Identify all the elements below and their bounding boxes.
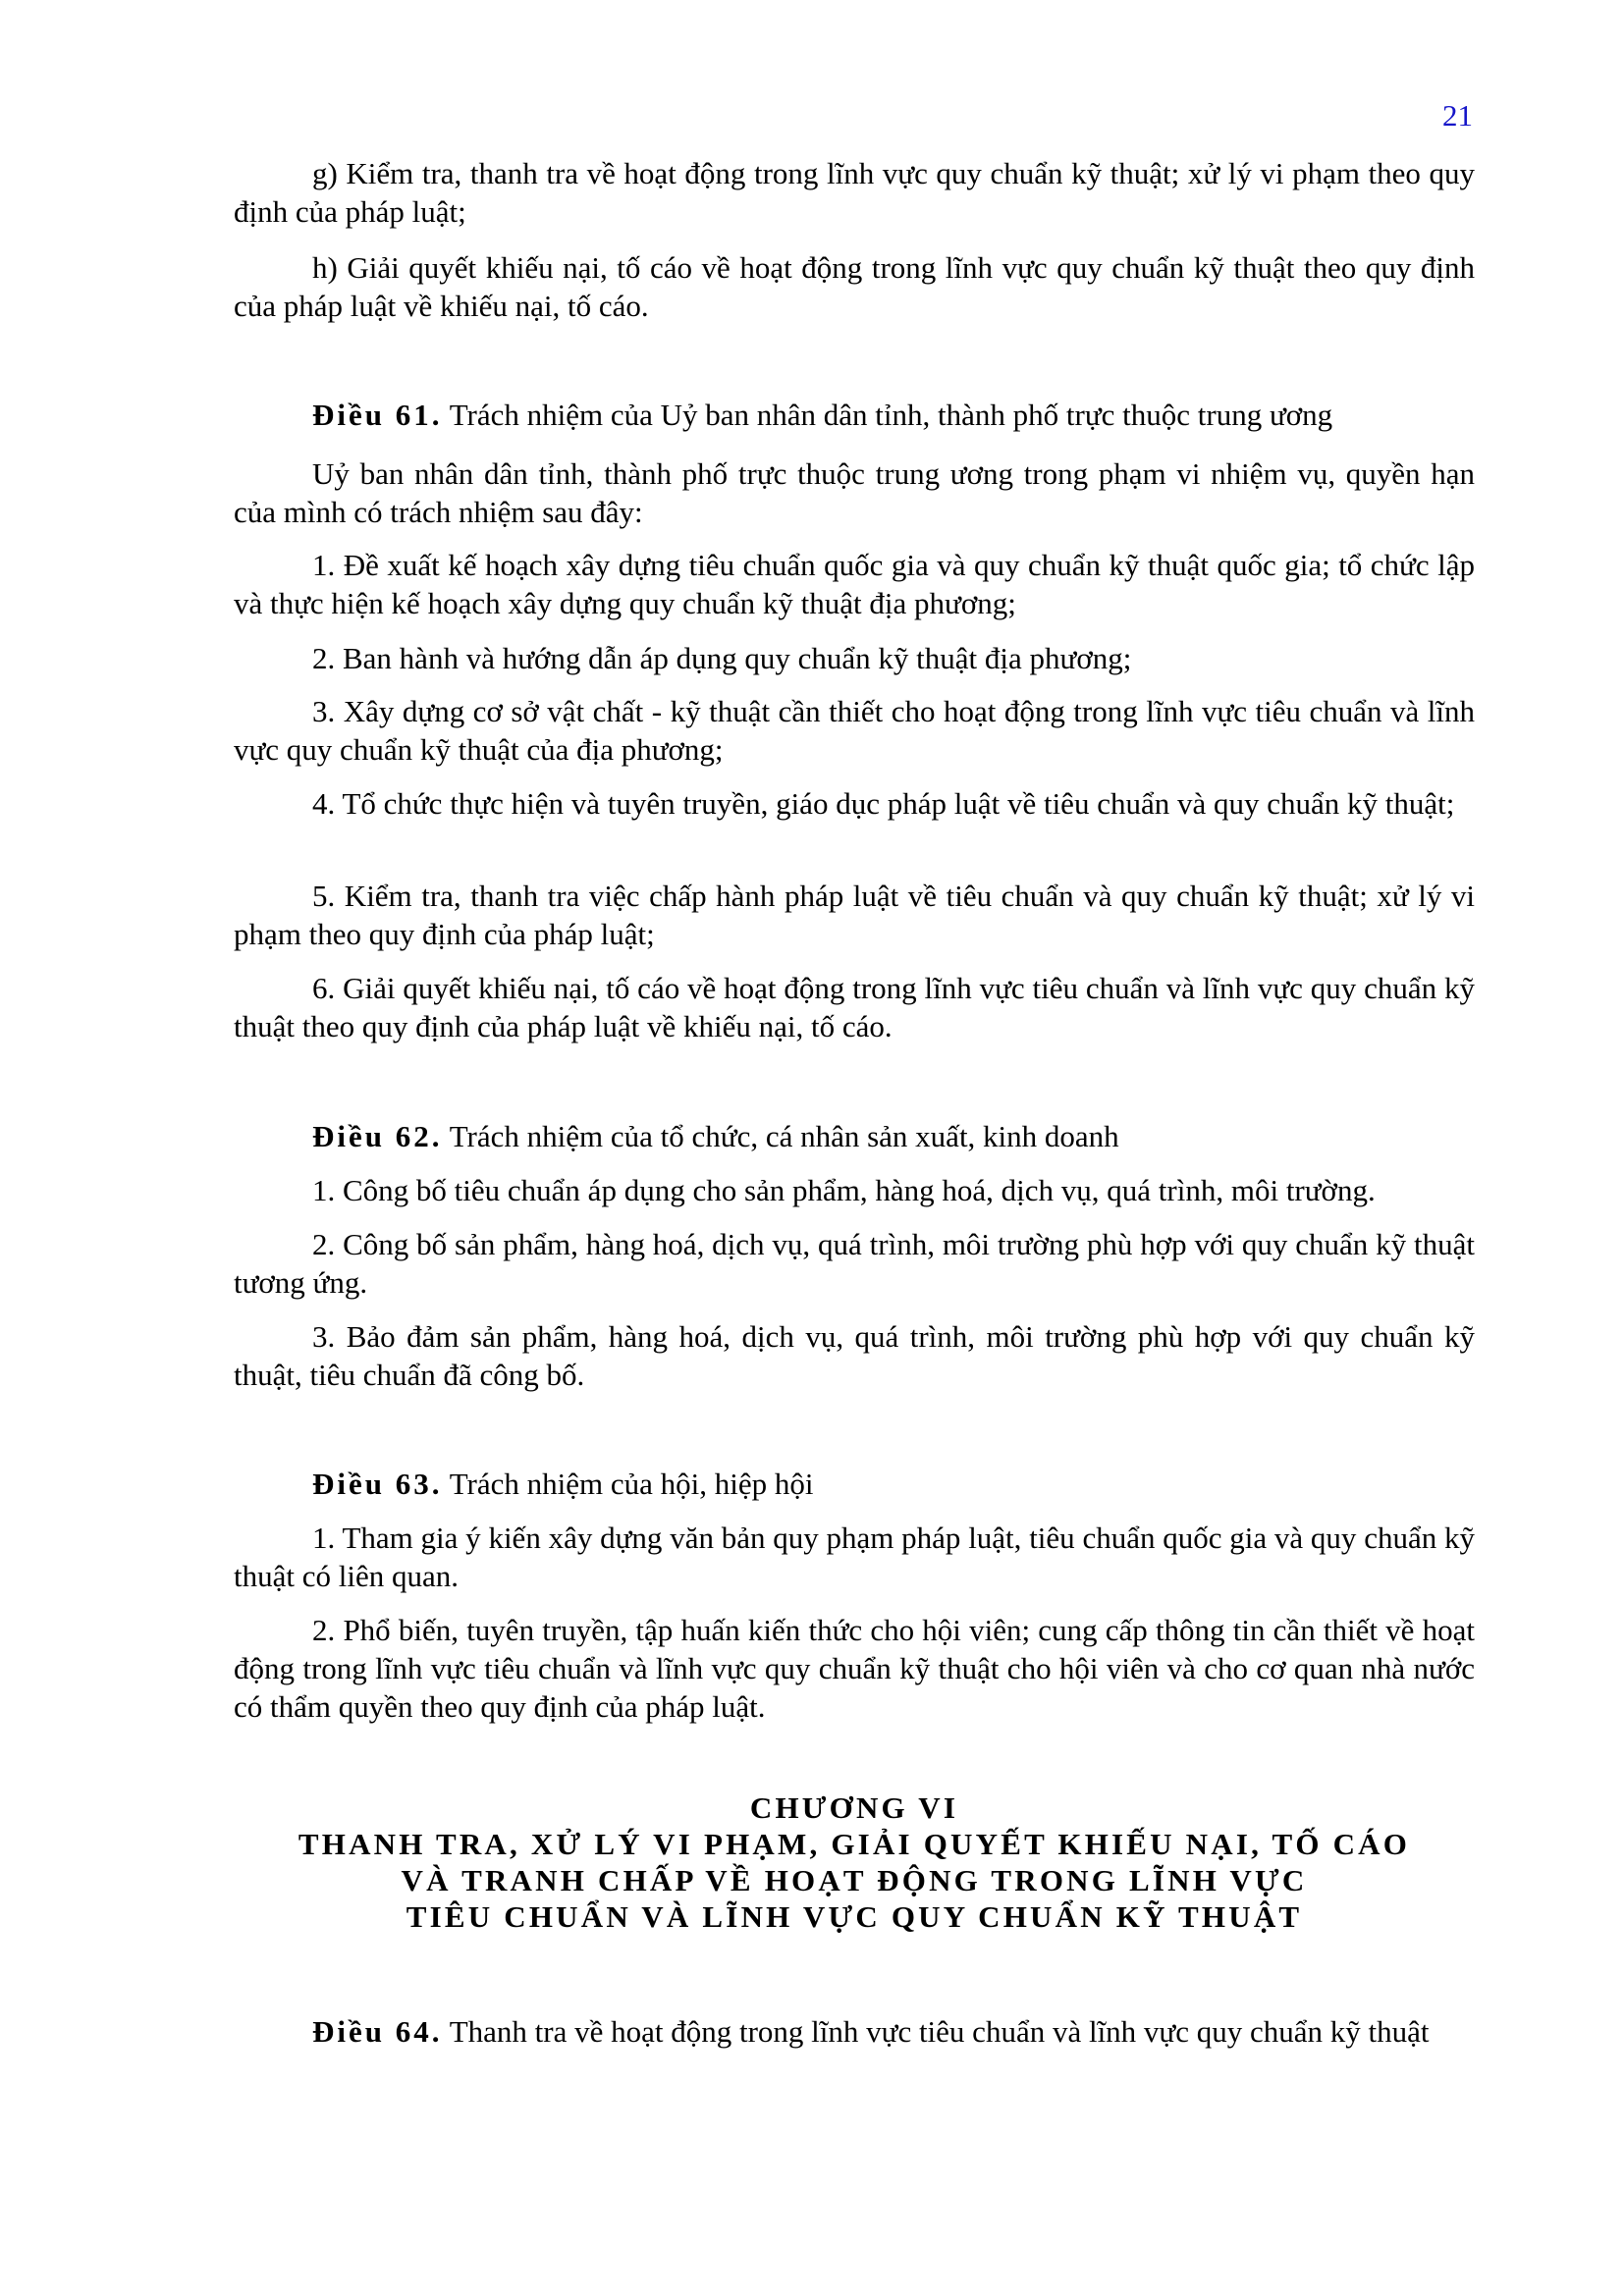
- article-62-item-2: 2. Công bố sản phẩm, hàng hoá, dịch vụ, quá trình, môi trường phù hợp với quy chuẩn kỹ thuật tương ứng.: [234, 1227, 1475, 1300]
- article-61-item: [234, 639, 1475, 677]
- clause-h-text: h) Giải quyết khiếu nại, tố cáo về hoạt động trong lĩnh vực quy chuẩn kỹ thuật theo quy định của pháp luật về khiếu nại, tố cáo.: [234, 250, 1475, 323]
- article-61-item: [234, 546, 1475, 622]
- article-62-item: [234, 1225, 1475, 1302]
- article-61-item: [234, 692, 1475, 769]
- article-63-item-1: 1. Tham gia ý kiến xây dựng văn bản quy phạm pháp luật, tiêu chuẩn quốc gia và quy chuẩn kỹ thuật có liên quan.: [234, 1521, 1475, 1593]
- article-64-number: Điều 64.: [312, 2014, 443, 2049]
- article-63-number: Điều 63.: [312, 1467, 443, 1501]
- article-63-title: Trách nhiệm của hội, hiệp hội: [449, 1467, 814, 1501]
- article-61-item-1: 1. Đề xuất kế hoạch xây dựng tiêu chuẩn quốc gia và quy chuẩn kỹ thuật quốc gia; tổ chức lập và thực hiện kế hoạch xây dựng quy chuẩn kỹ thuật địa phương;: [234, 548, 1475, 620]
- article-61-item-3: 3. Xây dựng cơ sở vật chất - kỹ thuật cần thiết cho hoạt động trong lĩnh vực tiêu chuẩn và lĩnh vực quy chuẩn kỹ thuật của địa phương;: [234, 694, 1475, 767]
- article-64-heading: [234, 2012, 1475, 2051]
- article-63-heading: [234, 1465, 1475, 1503]
- chapter-label: CHƯƠNG VI: [749, 1790, 959, 1825]
- clause-g-text: g) Kiểm tra, thanh tra về hoạt động trong lĩnh vực quy chuẩn kỹ thuật; xử lý vi phạm theo quy định của pháp luật;: [234, 156, 1475, 229]
- page-number: 21: [1442, 98, 1473, 133]
- chapter-title-line: TIÊU CHUẨN VÀ LĨNH VỰC QUY CHUẨN KỸ THUẬT: [406, 1899, 1303, 1934]
- article-61-item: [234, 784, 1475, 823]
- article-61-item-6: 6. Giải quyết khiếu nại, tố cáo về hoạt động trong lĩnh vực tiêu chuẩn và lĩnh vực quy chuẩn kỹ thuật theo quy định của pháp luật về khiếu nại, tố cáo.: [234, 971, 1475, 1043]
- article-62-number: Điều 62.: [312, 1119, 443, 1153]
- article-61-title: Trách nhiệm của Uỷ ban nhân dân tỉnh, thành phố trực thuộc trung ương: [449, 398, 1333, 432]
- chapter-title-line: VÀ TRANH CHẤP VỀ HOẠT ĐỘNG TRONG LĨNH VỰC: [401, 1863, 1308, 1897]
- article-61-intro: [234, 454, 1475, 531]
- article-62-item: [234, 1317, 1475, 1394]
- article-62-title: Trách nhiệm của tổ chức, cá nhân sản xuất, kinh doanh: [449, 1119, 1119, 1153]
- article-63-item: [234, 1611, 1475, 1726]
- article-63-item: [234, 1519, 1475, 1595]
- article-62-item: [234, 1171, 1475, 1209]
- chapter-title-line: THANH TRA, XỬ LÝ VI PHẠM, GIẢI QUYẾT KHIẾU NẠI, TỐ CÁO: [298, 1827, 1411, 1861]
- article-61-heading: [234, 396, 1475, 434]
- article-62-item-1: 1. Công bố tiêu chuẩn áp dụng cho sản phẩm, hàng hoá, dịch vụ, quá trình, môi trường.: [312, 1173, 1376, 1207]
- article-62-heading: [234, 1117, 1475, 1155]
- article-64-title: Thanh tra về hoạt động trong lĩnh vực tiêu chuẩn và lĩnh vực quy chuẩn kỹ thuật: [449, 2014, 1430, 2049]
- clause-h: [234, 248, 1475, 325]
- article-61-number: Điều 61.: [312, 398, 443, 432]
- article-61-item-5: 5. Kiểm tra, thanh tra việc chấp hành pháp luật về tiêu chuẩn và quy chuẩn kỹ thuật; xử lý vi phạm theo quy định của pháp luật;: [234, 879, 1475, 951]
- article-61-item: [234, 877, 1475, 953]
- article-61-item-4: 4. Tổ chức thực hiện và tuyên truyền, giáo dục pháp luật về tiêu chuẩn và quy chuẩn kỹ thuật;: [312, 786, 1455, 821]
- article-62-item-3: 3. Bảo đảm sản phẩm, hàng hoá, dịch vụ, quá trình, môi trường phù hợp với quy chuẩn kỹ thuật, tiêu chuẩn đã công bố.: [234, 1319, 1475, 1392]
- chapter-heading: [234, 1789, 1475, 1935]
- article-63-item-2: 2. Phổ biến, tuyên truyền, tập huấn kiến thức cho hội viên; cung cấp thông tin cần thiết về hoạt động trong lĩnh vực tiêu chuẩn và lĩnh vực quy chuẩn kỹ thuật cho hội viên và cho cơ quan nhà nước có thẩm quyền theo quy định của pháp luật.: [234, 1613, 1475, 1724]
- clause-g: [234, 154, 1475, 231]
- article-61-intro-text: Uỷ ban nhân dân tỉnh, thành phố trực thuộc trung ương trong phạm vi nhiệm vụ, quyền hạn của mình có trách nhiệm sau đây:: [234, 456, 1475, 529]
- article-61-item: [234, 969, 1475, 1045]
- article-61-item-2: 2. Ban hành và hướng dẫn áp dụng quy chuẩn kỹ thuật địa phương;: [312, 641, 1132, 675]
